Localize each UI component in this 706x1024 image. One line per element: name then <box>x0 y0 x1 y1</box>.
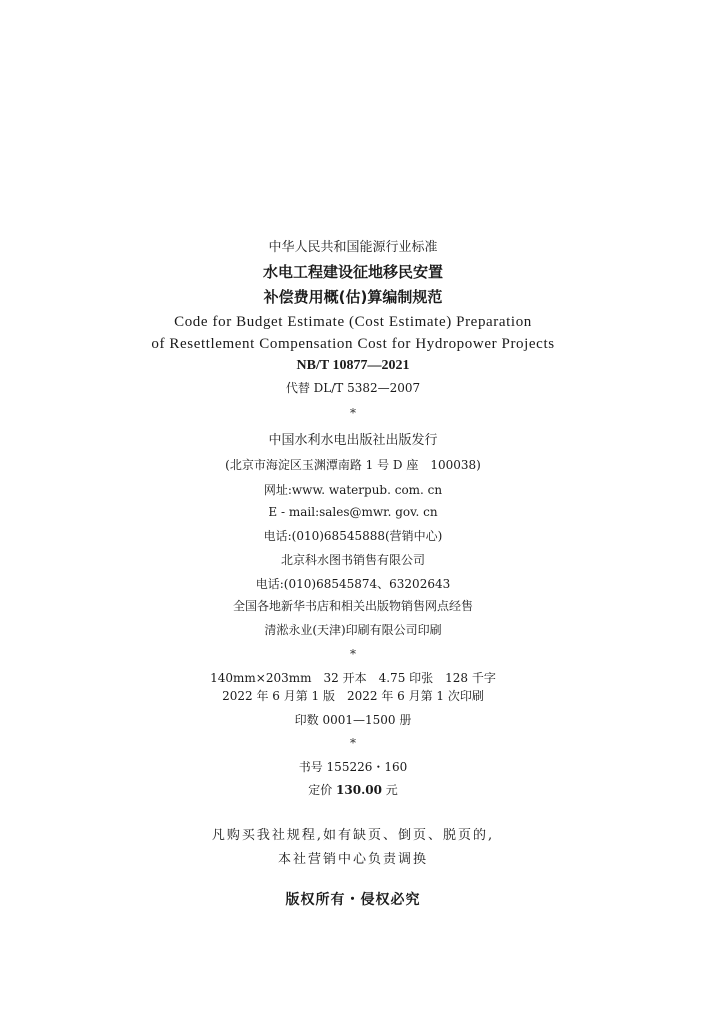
notice-line2: 本社营销中心负责调换 <box>277 852 428 867</box>
title-en-line1: Code for Budget Estimate (Cost Estimate) Preparation <box>174 314 532 330</box>
publisher-address: (北京市海淀区玉渊潭南路 1 号 D 座 100038) <box>225 458 481 472</box>
replaces-standard: 代替 DL/T 5382—2007 <box>285 381 421 395</box>
standard-code: NB/T 10877—2021 <box>296 358 410 373</box>
title-cn-line1: 水电工程建设征地移民安置 <box>262 263 443 281</box>
standard-type: 中华人民共和国能源行业标准 <box>268 240 438 255</box>
distributor-name: 北京科水图书销售有限公司 <box>280 553 425 567</box>
printer-name: 清淞永业(天津)印刷有限公司印刷 <box>264 623 442 637</box>
book-number: 书号 155226・160 <box>298 760 408 774</box>
title-en-line2: of Resettlement Compensation Cost for Hydropower Projects <box>151 336 555 352</box>
publisher-email: E - mail:sales@mwr. gov. cn <box>268 505 438 519</box>
book-format: 140mm×203mm 32 开本 4.75 印张 128 千字 <box>210 671 496 685</box>
publisher-phone: 电话:(010)68545888(营销中心) <box>263 529 443 543</box>
price <box>0 784 706 796</box>
print-run: 印数 0001—1500 册 <box>294 713 412 727</box>
price-value: 130.00 <box>336 783 382 797</box>
distributor-phone: 电话:(010)68545874、63202643 <box>255 577 451 591</box>
separator-star: * <box>350 406 356 420</box>
publisher-name: 中国水利水电出版社出版发行 <box>268 433 438 448</box>
price-unit: 元 <box>385 783 398 797</box>
price-label: 定价 <box>308 783 333 797</box>
edition-info: 2022 年 6 月第 1 版 2022 年 6 月第 1 次印刷 <box>222 689 484 703</box>
notice-line1: 凡购买我社规程,如有缺页、倒页、脱页的, <box>211 828 495 843</box>
distribution-channels: 全国各地新华书店和相关出版物销售网点经售 <box>232 599 473 613</box>
publisher-website: 网址:www. waterpub. com. cn <box>263 483 443 497</box>
copyright-notice: 版权所有・侵权必究 <box>285 892 421 908</box>
title-cn-line2: 补偿费用概(估)算编制规范 <box>263 288 443 306</box>
separator-star: * <box>350 736 356 750</box>
separator-star: * <box>350 647 356 661</box>
